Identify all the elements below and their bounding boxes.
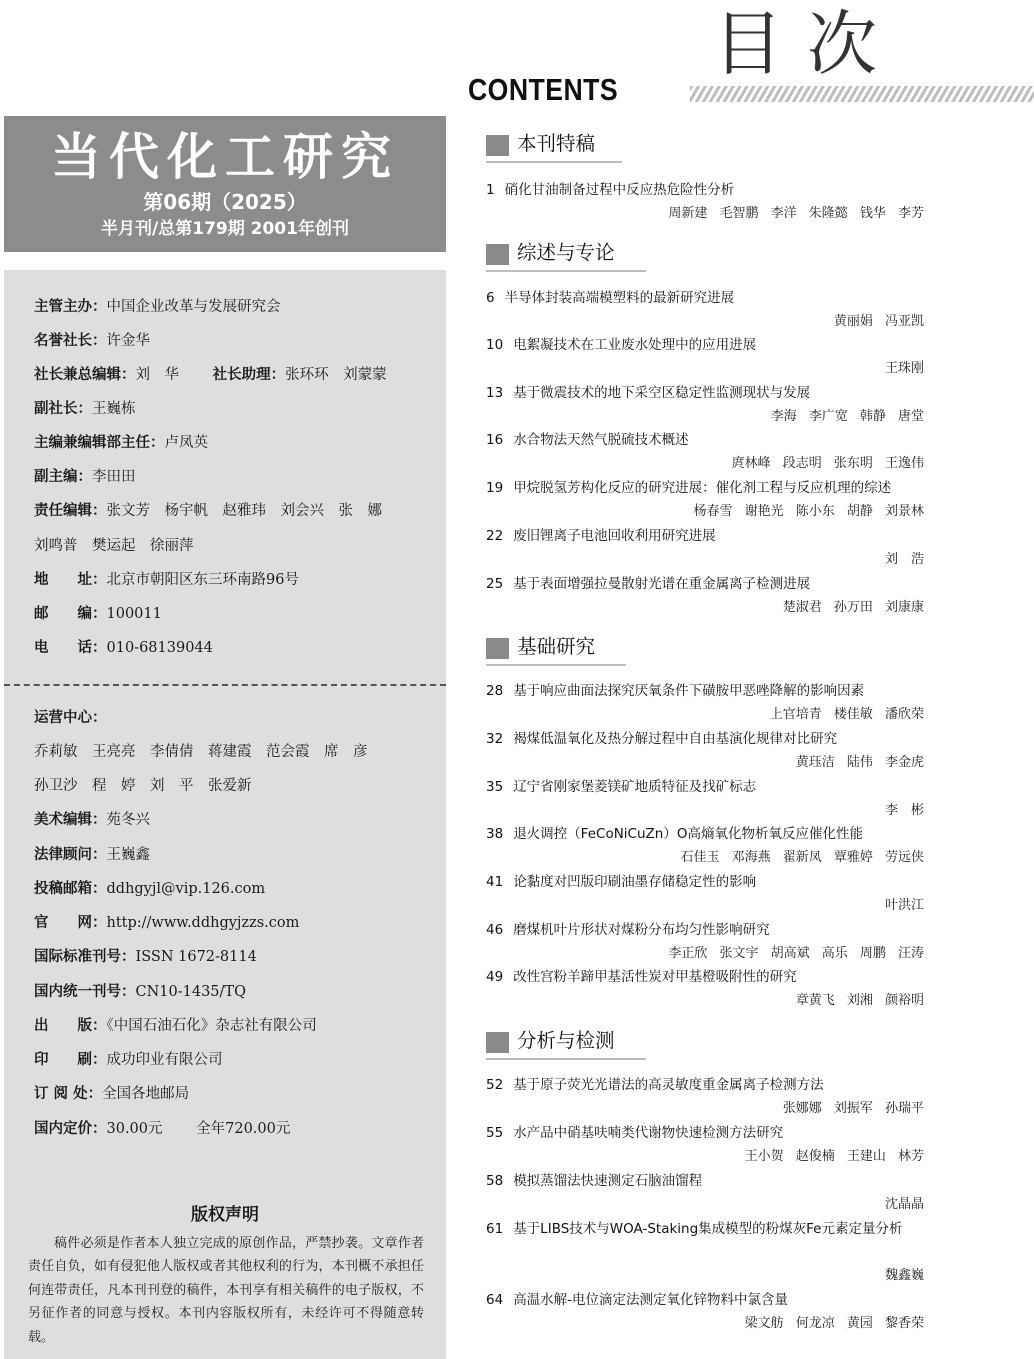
page-number: 22: [486, 528, 504, 544]
masthead-label: 社长助理：: [212, 367, 286, 383]
operations-label: 投稿邮箱：: [34, 881, 107, 897]
masthead-value: 王巍栋: [92, 401, 136, 417]
article-title[interactable]: [486, 431, 689, 450]
operations-line: [34, 879, 265, 899]
masthead-label: 地 址：: [34, 572, 107, 588]
masthead-label: 社长兼总编辑：: [34, 367, 136, 383]
operations-label: 美术编辑：: [34, 812, 107, 828]
article-title-text: 基于LIBS技术与WOA-Staking集成模型的粉煤灰Fe元素定量分析: [513, 1221, 903, 1237]
operations-label: 国内统一刊号：: [34, 984, 136, 1000]
masthead-line: [34, 467, 136, 487]
article-title[interactable]: [486, 479, 891, 498]
operations-value: 苑冬兴: [106, 812, 150, 828]
masthead-label: 主管主办：: [34, 299, 107, 315]
masthead-label: 邮 编：: [34, 606, 107, 622]
article-title[interactable]: [486, 968, 797, 987]
masthead-line: [34, 399, 136, 419]
masthead-label: 副社长：: [34, 401, 92, 417]
page-number: 28: [486, 683, 504, 699]
page-number: 64: [486, 1292, 504, 1308]
article-authors: 杨春雪 谢艳光 陈小东 胡静 刘景林: [693, 504, 924, 519]
page-number: 10: [486, 337, 504, 353]
article-authors: 魏鑫巍: [884, 1268, 924, 1283]
masthead-line: [34, 570, 299, 590]
section-marker-icon: [486, 1032, 509, 1053]
article-title-text: 电絮凝技术在工业废水处理中的应用进展: [513, 337, 757, 353]
article-authors: 黄丽娟 冯亚凯: [833, 314, 924, 329]
masthead-value: 100011: [106, 606, 162, 622]
operations-line: [34, 776, 252, 796]
section-underline: [486, 270, 646, 272]
operations-line: [34, 1050, 223, 1070]
masthead-value: 张环环 刘蒙蒙: [285, 367, 387, 383]
masthead-value: 010-68139044: [106, 640, 213, 656]
page-number: 35: [486, 779, 504, 795]
operations-label: 国内定价：: [34, 1121, 107, 1137]
article-title-text: 基于微震技术的地下采空区稳定性监测现状与发展: [513, 385, 811, 401]
article-title-text: 水合物法天然气脱硫技术概述: [513, 432, 689, 448]
operations-value: CN10-1435/TQ: [135, 984, 246, 1000]
masthead-label: 副主编：: [34, 469, 92, 485]
publication-frequency: 半月刊/总第179期 2001年创刊: [101, 219, 349, 239]
page-number: 49: [486, 969, 504, 985]
operations-label: 订 阅 处：: [34, 1086, 103, 1102]
masthead-label: 主编兼编辑部主任：: [34, 435, 165, 451]
operations-label: 官 网：: [34, 915, 107, 931]
article-authors: 梁文舫 何龙凉 黄园 黎香荣: [744, 1316, 924, 1331]
article-authors: 黄珏洁 陆伟 李金虎: [795, 755, 924, 770]
masthead-value: 张文芳 杨宇帆 赵雅玮 刘会兴 张 娜: [106, 503, 382, 519]
copyright-title: 版权声明: [191, 1205, 259, 1225]
masthead-line: [34, 433, 208, 453]
page-number: 13: [486, 385, 504, 401]
operations-line: [34, 742, 368, 762]
article-authors: 叶洪江: [884, 898, 924, 913]
article-authors: 王小贺 赵俊楠 王建山 林芳: [744, 1149, 924, 1164]
masthead-label: 名誉社长：: [34, 333, 107, 349]
article-title[interactable]: [486, 1124, 783, 1143]
article-authors: 李正欣 张文宇 胡高斌 高乐 周鹏 汪涛: [668, 946, 924, 961]
masthead-value: 刘鸣普 樊运起 徐丽萍: [34, 538, 194, 554]
operations-value: 孙卫沙 程 婷 刘 平 张爱新: [34, 778, 252, 794]
article-title-text: 甲烷脱氢芳构化反应的研究进展：催化剂工程与反应机理的综述: [513, 480, 892, 496]
operations-line: [34, 1119, 290, 1139]
operations-label: 国际标准刊号：: [34, 949, 136, 965]
article-title-text: 半导体封装高端模塑料的最新研究进展: [504, 290, 735, 306]
toc-heading-cn: 目次: [713, 3, 901, 85]
section-title: 综述与专论: [517, 241, 615, 264]
article-authors: 沈晶晶: [884, 1197, 924, 1212]
article-title[interactable]: [486, 384, 810, 403]
article-authors: 李海 李广宽 韩静 唐堂: [770, 409, 924, 424]
masthead-label: 电 话：: [34, 640, 107, 656]
journal-title-block: [4, 116, 446, 252]
operations-value: 成功印业有限公司: [106, 1052, 223, 1068]
operations-line: [34, 947, 257, 967]
article-title-text: 模拟蒸馏法快速测定石脑油馏程: [513, 1173, 703, 1189]
article-authors: 李 彬: [884, 803, 924, 818]
page-number: 52: [486, 1077, 504, 1093]
page-number: 38: [486, 826, 504, 842]
operations-value: 30.00元 全年720.00元: [106, 1121, 291, 1137]
article-authors: 张娜娜 刘振军 孙瑞平: [782, 1101, 924, 1116]
operations-line: [34, 708, 107, 728]
page-number: 25: [486, 576, 504, 592]
article-authors: 上官培青 楼佳敏 潘欣荣: [769, 707, 924, 722]
page-number: 41: [486, 874, 504, 890]
masthead-line: [34, 365, 387, 385]
operations-value: 乔莉敏 王亮亮 李倩倩 蒋建霞 范会霞 席 彦: [34, 744, 368, 760]
masthead-value: 许金华: [106, 333, 150, 349]
masthead-label: 责任编辑：: [34, 503, 107, 519]
decorative-stripe: [690, 86, 1034, 102]
article-title-text: 磨煤机叶片形状对煤粉分布均匀性影响研究: [513, 922, 770, 938]
article-title-text: 基于表面增强拉曼散射光谱在重金属离子检测进展: [513, 576, 811, 592]
masthead-value: 中国企业改革与发展研究会: [106, 299, 281, 315]
article-title-text: 高温水解-电位滴定法测定氧化锌物料中氯含量: [513, 1292, 789, 1308]
operations-value: 全国各地邮局: [102, 1086, 190, 1102]
page-number: 58: [486, 1173, 504, 1189]
article-authors: 庹林峰 段志明 张东明 王逸伟: [731, 456, 924, 471]
article-authors: 楚淑君 孙万田 刘康康: [782, 600, 924, 615]
article-title-text: 论黏度对凹版印刷油墨存储稳定性的影响: [513, 874, 757, 890]
article-title[interactable]: [486, 682, 864, 701]
masthead-value: 刘 华: [135, 367, 213, 383]
masthead-line: [34, 501, 382, 521]
copyright-text: 稿件必须是作者本人独立完成的原创作品，严禁抄袭。文章作者责任自负，如有侵犯他人版权或者其他权利的行为，本刊概不承担任何连带责任，凡本刊刊登的稿件，本刊享有相关稿件的电子版权，不另征作者的同意与授权。本刊内容版权所有，未经许可不得随意转载。: [28, 1236, 424, 1345]
journal-name: 当代化工研究: [51, 127, 399, 186]
operations-value: 《中国石油石化》杂志社有限公司: [106, 1018, 317, 1034]
article-title[interactable]: [486, 873, 756, 892]
page-number: 19: [486, 480, 504, 496]
website-link[interactable]: http://www.ddhgyjzzs.com: [106, 915, 300, 931]
article-authors: 刘 浩: [884, 552, 924, 567]
operations-line: [34, 913, 299, 933]
section-underline: [486, 161, 622, 163]
operations-value: 王巍鑫: [106, 847, 150, 863]
article-authors: 石佳玉 邓海燕 翟新凤 覃雅婷 劳远侠: [680, 850, 924, 865]
operations-label: 出 版：: [34, 1018, 107, 1034]
article-title-text: 基于响应曲面法探究厌氧条件下磺胺甲恶唑降解的影响因素: [513, 683, 865, 699]
article-title[interactable]: [486, 575, 810, 594]
article-title[interactable]: [486, 1076, 824, 1095]
operations-line: [34, 810, 150, 830]
operations-value: ISSN 1672-8114: [135, 949, 257, 965]
article-authors: 章黄飞 刘湘 颜裕明: [795, 993, 924, 1008]
operations-line: [34, 1016, 317, 1036]
masthead-line: [34, 638, 213, 658]
article-title-text: 辽宁省刚家堡菱镁矿地质特征及找矿标志: [513, 779, 757, 795]
masthead-value: 北京市朝阳区东三环南路96号: [106, 572, 299, 588]
article-title[interactable]: [486, 336, 756, 355]
masthead-line: [34, 536, 194, 556]
section-title: 本刊特稿: [517, 132, 596, 155]
section-marker-icon: [486, 244, 509, 265]
article-title[interactable]: [486, 921, 770, 940]
section-title: 基础研究: [517, 635, 596, 658]
article-title[interactable]: [486, 1218, 926, 1241]
article-title[interactable]: [486, 181, 734, 200]
dashed-divider: [4, 684, 446, 686]
operations-line: [34, 982, 246, 1002]
masthead-line: [34, 331, 150, 351]
article-title-text: 改性宫粉羊蹄甲基活性炭对甲基橙吸附性的研究: [513, 969, 797, 985]
article-title-text: 褐煤低温氧化及热分解过程中自由基演化规律对比研究: [513, 731, 838, 747]
article-title[interactable]: [486, 778, 756, 797]
page-number: 61: [486, 1221, 504, 1237]
article-title[interactable]: [486, 825, 863, 844]
masthead-value: 李田田: [92, 469, 136, 485]
section-underline: [486, 1058, 646, 1060]
article-title-text: 水产品中硝基呋喃类代谢物快速检测方法研究: [513, 1125, 784, 1141]
section-underline: [486, 664, 626, 666]
section-title: 分析与检测: [517, 1029, 615, 1052]
article-title-text: 退火调控（FeCoNiCuZn）O高熵氧化物析氧反应催化性能: [513, 826, 863, 842]
operations-label: 运营中心：: [34, 710, 107, 726]
page-number: 46: [486, 922, 504, 938]
operations-label: 印 刷：: [34, 1052, 107, 1068]
page-number: 16: [486, 432, 504, 448]
article-title[interactable]: [486, 1172, 702, 1191]
article-title[interactable]: [486, 527, 716, 546]
article-authors: 周新建 毛智鹏 李洋 朱隆懿 钱华 李芳: [668, 206, 924, 221]
page-number: 1: [486, 182, 495, 198]
issue-number: 第06期（2025）: [143, 190, 307, 214]
article-title[interactable]: [486, 730, 837, 749]
article-title-text: 废旧锂离子电池回收利用研究进展: [513, 528, 716, 544]
page-number: 32: [486, 731, 504, 747]
article-title-text: 硝化甘油制备过程中反应热危险性分析: [504, 182, 735, 198]
operations-label: 法律顾问：: [34, 847, 107, 863]
article-title[interactable]: [486, 289, 734, 308]
article-title-text: 基于原子荧光光谱法的高灵敏度重金属离子检测方法: [513, 1077, 824, 1093]
section-marker-icon: [486, 135, 509, 156]
operations-line: [34, 845, 150, 865]
section-marker-icon: [486, 638, 509, 659]
masthead-line: [34, 297, 281, 317]
page-number: 55: [486, 1125, 504, 1141]
article-authors: 王珠刚: [884, 361, 924, 376]
masthead-line: [34, 604, 162, 624]
masthead-value: 卢凤英: [164, 435, 208, 451]
operations-line: [34, 1084, 189, 1104]
toc-heading-en: CONTENTS: [468, 72, 619, 107]
submission-email[interactable]: ddhgyjl@vip.126.com: [106, 881, 266, 897]
article-title[interactable]: [486, 1291, 788, 1310]
page-number: 6: [486, 290, 495, 306]
